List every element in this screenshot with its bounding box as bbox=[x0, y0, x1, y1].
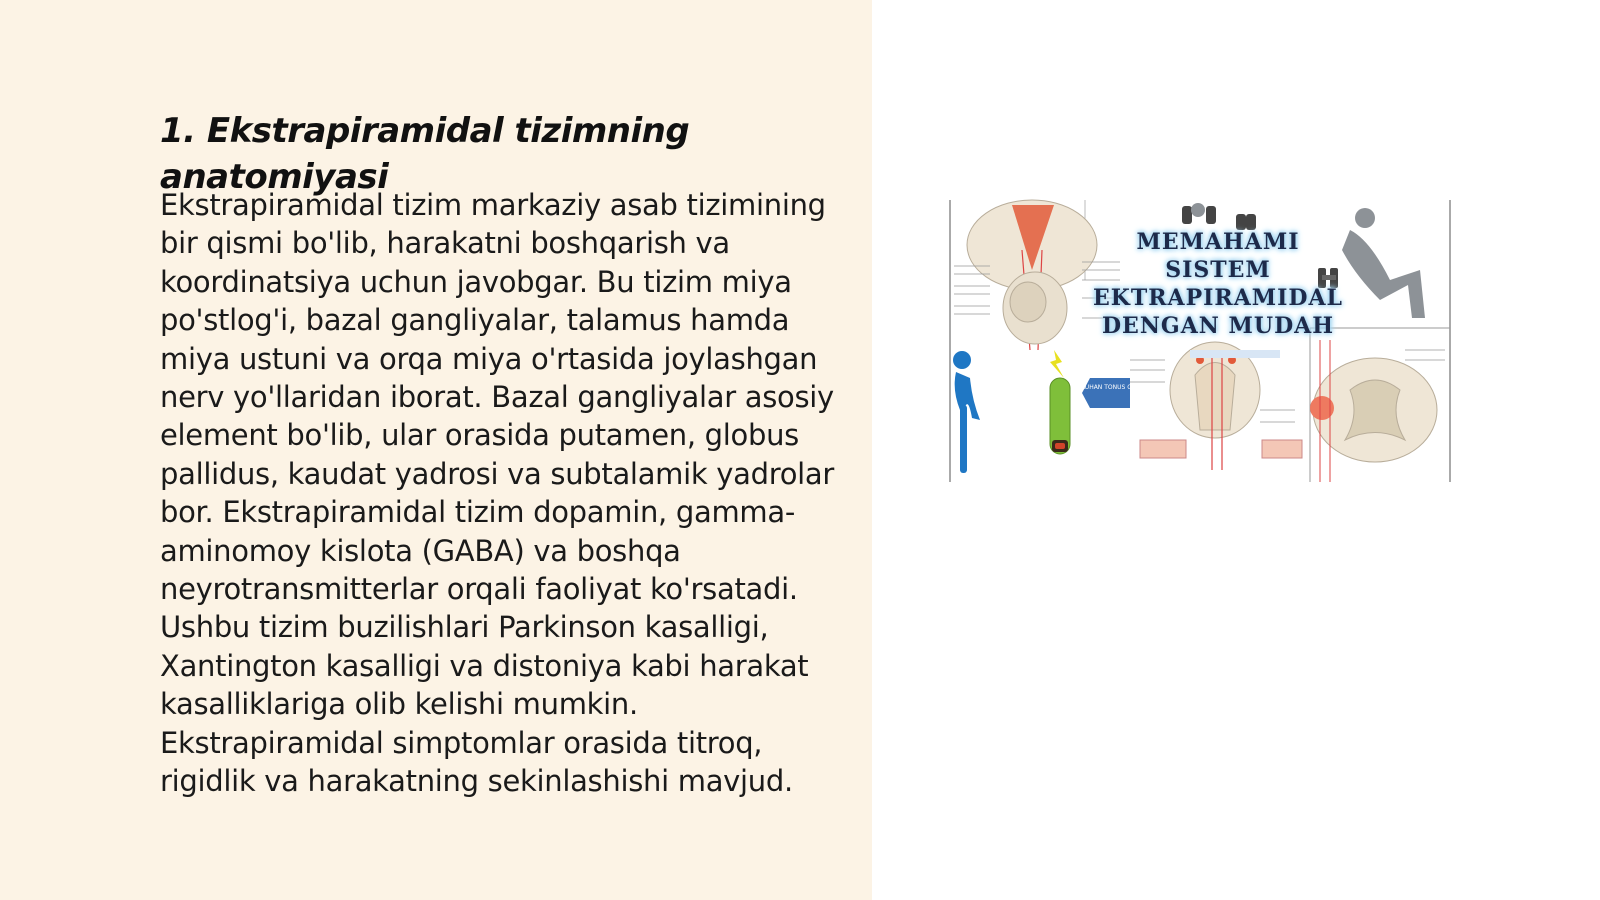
figure-caption: MEMAHAMI SISTEM EKTRAPIRAMIDAL DENGAN MUDAH bbox=[1092, 229, 1344, 339]
brain-drawing bbox=[967, 200, 1097, 350]
person-icon bbox=[953, 351, 980, 473]
spinal-cord-section bbox=[1310, 340, 1445, 482]
test-tube-icon bbox=[1050, 378, 1070, 454]
figure-tag bbox=[1074, 378, 1144, 408]
lightning-icon bbox=[1050, 350, 1064, 378]
slide-title: 1. Ekstrapiramidal tizimning anatomiyasi bbox=[160, 111, 690, 197]
slide-body-text: Ekstrapiramidal tizim markaziy asab tizimining bir qismi bo'lib, harakatni boshqarish va koordinatsiya uchun javobgar. Bu tizim miya po'stlog'i, bazal gangliyalar, talamus hamda miya ustuni va orqa miya o'rtasida joylashgan nerv yo'llaridan iborat. Bazal gangliyalar asosiy element bo'lib, ular orasida putamen, globus pallidus, kaudat yadrosi va subtalamik yadrolar bor. Ekstrapiramidal tizim dopamin, gamma-aminomoy kislota (GABA) va boshqa neyrotransmitterlar orqali faoliyat ko'rsatadi. Ushbu tizim buzilishlari Parkinson kasalligi, Xantington kasalligi va distoniya kabi harakat kasalliklariga olib kelishi mumkin. Ekstrapiramidal simptomlar orasida titroq, rigidlik va harakatning sekinlashishi mavjud. bbox=[160, 188, 834, 799]
tag-arrow-shape bbox=[1082, 378, 1130, 408]
figure-tag-text: KELUHAN TONUS OTOT bbox=[1074, 384, 1144, 391]
